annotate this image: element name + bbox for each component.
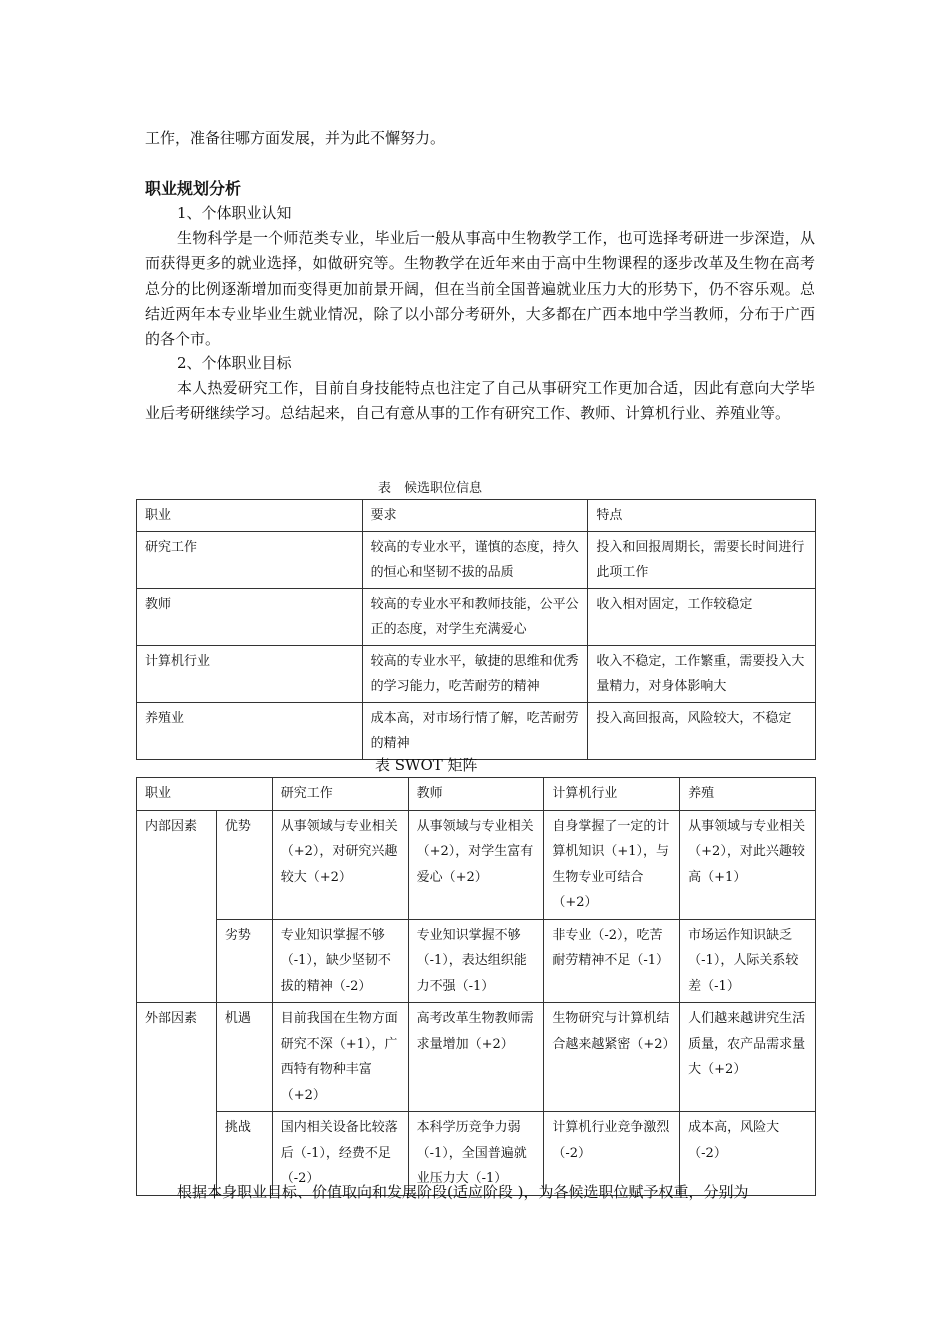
table-row (137, 810, 816, 919)
paragraph-career-cognition: 生物科学是一个师范类专业，毕业后一般从事高中生物教学工作，也可选择考研进一步深造，从而获得更多的就业选择，如做研究等。生物教学在近年来由于高中生物课程的逐步改革及生物在高考总分的比例逐渐增加而变得更加前景开阔，但在当前全国普遍就业压力大的形势下，仍不容乐观。总结近两年本专业毕业生就业情况，除了以小部分考研外，大多都在广西本地中学当教师，分布于广西的各个市。 (145, 229, 815, 349)
table-cell: 投入和回报周期长，需要长时间进行此项工作 (588, 532, 816, 589)
table-row (137, 589, 816, 646)
table-cell: 人们越来越讲究生活质量，农产品需求量大（+2） (680, 1003, 816, 1112)
subheading-career-cognition: 1、个体职业认知 (177, 204, 292, 222)
factor-label: 挑战 (216, 1112, 272, 1196)
header-cell: 养殖 (680, 778, 816, 811)
closing-line: 根据本身职业目标、价值取向和发展阶段(适应阶段 )，为各候选职位赋予权重，分别为 (177, 1183, 749, 1201)
table-cell: 生物研究与计算机结合越来越紧密（+2） (544, 1003, 680, 1112)
table-row (137, 1003, 816, 1112)
table-cell: 研究工作 (137, 532, 363, 589)
table-cell: 计算机行业竞争激烈（-2） (544, 1112, 680, 1196)
table-cell: 较高的专业水平和教师技能，公平公正的态度，对学生充满爱心 (362, 589, 588, 646)
factor-label: 优势 (216, 810, 272, 919)
table-cell: 高考改革生物教师需求量增加（+2） (408, 1003, 544, 1112)
candidate-positions-table (136, 499, 816, 760)
intro-line: 工作，准备往哪方面发展，并为此不懈努力。 (145, 129, 446, 147)
table-cell: 国内相关设备比较落后（-1），经费不足（-2） (272, 1112, 408, 1196)
header-cell: 研究工作 (272, 778, 408, 811)
paragraph-career-goal: 本人热爱研究工作，目前自身技能特点也注定了自己从事研究工作更加合适，因此有意向大学毕业后考研继续学习。总结起来，自己有意从事的工作有研究工作、教师、计算机行业、养殖业等。 (145, 379, 815, 423)
table1-caption: 表 候选职位信息 (378, 481, 483, 496)
table-cell: 市场运作知识缺乏（-1），人际关系较差（-1） (680, 919, 816, 1003)
table2-caption: 表 SWOT 矩阵 (375, 756, 478, 774)
group-label-internal: 内部因素 (137, 810, 217, 1003)
table-cell: 从事领域与专业相关（+2），对研究兴趣较大（+2） (272, 810, 408, 919)
table-cell: 非专业（-2），吃苦耐劳精神不足（-1） (544, 919, 680, 1003)
factor-label: 机遇 (216, 1003, 272, 1112)
header-cell: 教师 (408, 778, 544, 811)
table-cell: 成本高，风险大（-2） (680, 1112, 816, 1196)
table-cell: 自身掌握了一定的计算机知识（+1），与生物专业可结合（+2） (544, 810, 680, 919)
table-cell: 较高的专业水平，谨慎的态度，持久的恒心和坚韧不拔的品质 (362, 532, 588, 589)
table-cell: 教师 (137, 589, 363, 646)
table-cell: 专业知识掌握不够（-1），缺少坚韧不拔的精神（-2） (272, 919, 408, 1003)
header-cell: 特点 (588, 500, 816, 532)
factor-label: 劣势 (216, 919, 272, 1003)
table-cell: 从事领域与专业相关（+2），对学生富有爱心（+2） (408, 810, 544, 919)
group-label-external: 外部因素 (137, 1003, 217, 1196)
table-cell: 较高的专业水平，敏捷的思维和优秀的学习能力，吃苦耐劳的精神 (362, 646, 588, 703)
table-cell: 养殖业 (137, 703, 363, 760)
table-cell: 本科学历竞争力弱（-1），全国普遍就业压力大（-1） (408, 1112, 544, 1196)
header-cell: 职业 (137, 500, 363, 532)
header-cell: 计算机行业 (544, 778, 680, 811)
table-row (137, 532, 816, 589)
table-cell: 成本高，对市场行情了解，吃苦耐劳的精神 (362, 703, 588, 760)
header-cell: 要求 (362, 500, 588, 532)
table-row (137, 703, 816, 760)
header-cell: 职业 (137, 778, 273, 811)
table-cell: 收入相对固定，工作较稳定 (588, 589, 816, 646)
swot-matrix-table (136, 777, 816, 1196)
table-header-row (137, 778, 816, 811)
table-row (137, 646, 816, 703)
table-cell: 从事领域与专业相关（+2），对此兴趣较高（+1） (680, 810, 816, 919)
table-row (137, 919, 816, 1003)
table-header-row (137, 500, 816, 532)
subheading-career-goal: 2、个体职业目标 (177, 354, 292, 372)
table-cell: 目前我国在生物方面研究不深（+1），广西特有物种丰富（+2） (272, 1003, 408, 1112)
table-cell: 专业知识掌握不够（-1），表达组织能力不强（-1） (408, 919, 544, 1003)
table-cell: 投入高回报高，风险较大，不稳定 (588, 703, 816, 760)
table-cell: 计算机行业 (137, 646, 363, 703)
section-title: 职业规划分析 (145, 179, 242, 198)
table-cell: 收入不稳定，工作繁重，需要投入大量精力，对身体影响大 (588, 646, 816, 703)
